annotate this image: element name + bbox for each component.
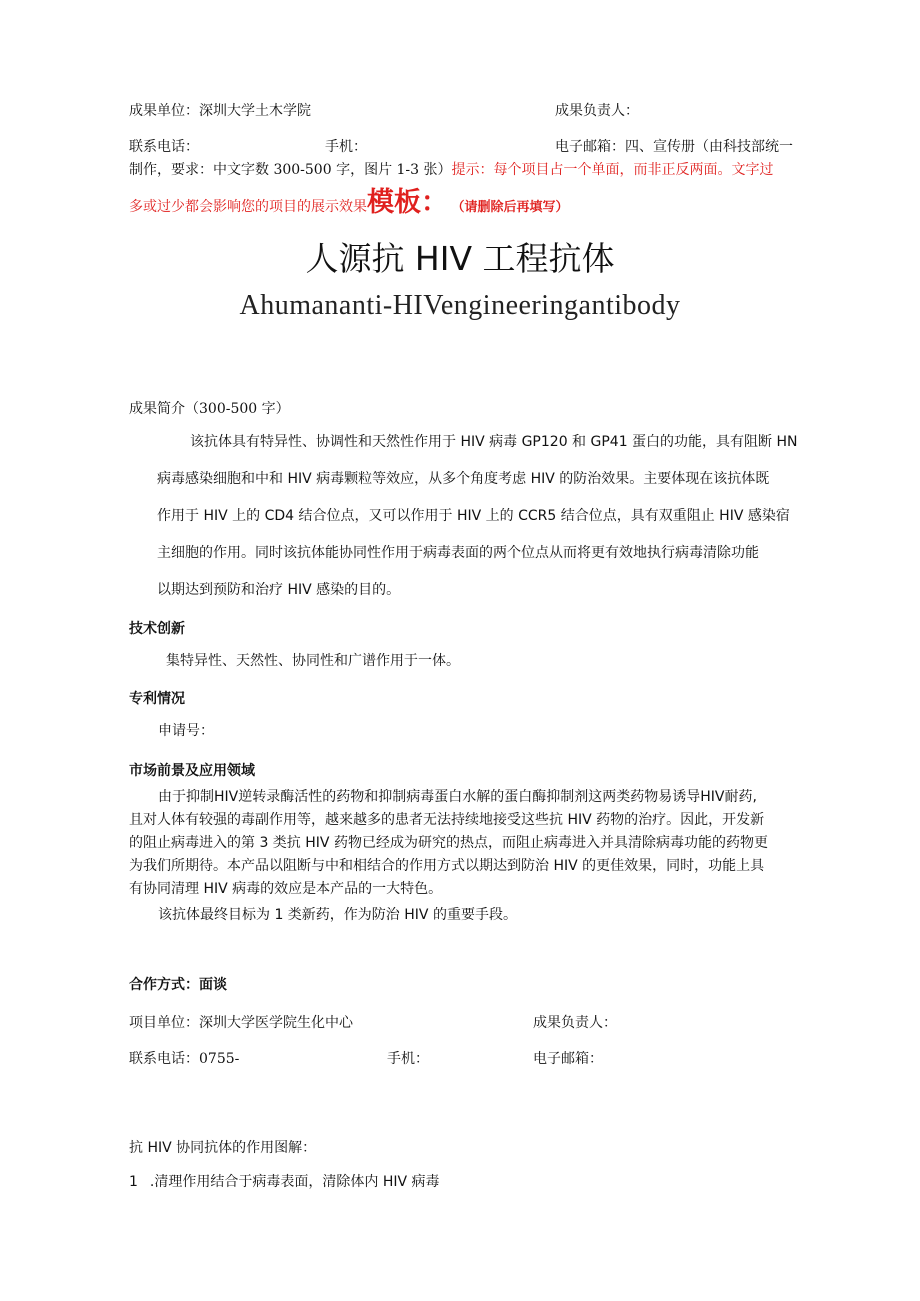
cooperation-text: 合作方式：面谈 [129, 977, 227, 993]
footer-leader: 成果负责人： [533, 1015, 617, 1031]
diagram-heading: 抗 HIV 协同抗体的作用图解： [129, 1140, 317, 1156]
header-unit: 成果单位：深圳大学土木学院 [129, 103, 311, 119]
hint-red-line-2: 多或过少都会影响您的项目的展示效果 [129, 199, 367, 215]
footer-unit: 项目单位：深圳大学医学院生化中心 [129, 1015, 353, 1031]
template-label: 模板： [367, 187, 448, 218]
intro-line: 主细胞的作用。同时该抗体能协同性作用于病毒表面的两个位点从而将更有效地执行病毒清除功能 [157, 545, 759, 561]
header-phone: 联系电话： [129, 139, 199, 155]
footer-phone: 联系电话：0755- [129, 1051, 240, 1067]
intro-line: 以期达到预防和治疗 HIV 感染的目的。 [157, 582, 401, 598]
intro-heading: 成果简介（300-500 字） [129, 401, 290, 417]
market-line: 有协同清理 HIV 病毒的效应是本产品的一大特色。 [129, 881, 443, 897]
innovation-heading: 技术创新 [129, 621, 185, 637]
intro-line: 作用于 HIV 上的 CD4 结合位点，又可以作用于 HIV 上的 CCR5 结合位点，具有双重阻止 HIV 感染宿 [157, 508, 790, 524]
intro-line: 该抗体具有特异性、协调性和天然性作用于 HIV 病毒 GP120 和 GP41 蛋白的功能，具有阻断 HN [190, 434, 798, 450]
header-email-inline: 电子邮箱：四、宣传册（由科技部统一 [555, 139, 793, 155]
patent-heading: 专利情况 [129, 691, 185, 707]
market-line: 的阻止病毒进入的第 3 类抗 HIV 药物已经成为研究的热点，而阻止病毒进入并具清除病毒功能的药物更 [129, 835, 768, 851]
innovation-text: 集特异性、天然性、协同性和广谱作用于一体。 [166, 653, 460, 669]
delete-note: （请删除后再填写） [458, 200, 569, 215]
patent-text: 申请号： [158, 723, 214, 739]
footer-mobile: 手机： [387, 1051, 429, 1067]
header-leader: 成果负责人： [555, 103, 639, 119]
intro-line: 病毒感染细胞和中和 HIV 病毒颗粒等效应，从多个角度考虑 HIV 的防治效果。主要体现在该抗体既 [157, 471, 770, 487]
title-chinese: 人源抗 HIV 工程抗体 [305, 239, 615, 278]
requirement-line [129, 159, 774, 179]
title-english: Ahumananti-HIVengineeringantibody [239, 290, 681, 321]
hint-line-2 [129, 180, 569, 220]
footer-email: 电子邮箱： [533, 1051, 603, 1067]
requirement-text: 制作，要求：中文字数 300-500 字，图片 1-3 张） [129, 162, 452, 178]
diagram-item-text: .清理作用结合于病毒表面，清除体内 HIV 病毒 [149, 1174, 440, 1190]
diagram-item-number: 1 [129, 1174, 138, 1190]
market-line: 且对人体有较强的毒副作用等，越来越多的患者无法持续地接受这些抗 HIV 药物的治疗。因此，开发新 [129, 812, 765, 828]
hint-red-line-1: 提示：每个项目占一个单面，而非正反两面。文字过 [451, 162, 774, 178]
header-mobile: 手机： [325, 139, 367, 155]
diagram-item [129, 1171, 440, 1191]
market-heading: 市场前景及应用领域 [129, 763, 255, 779]
market-line: 为我们所期待。本产品以阻断与中和相结合的作用方式以期达到防治 HIV 的更佳效果，同时，功能上具 [129, 858, 765, 874]
market-line: 由于抑制HIV逆转录酶活性的药物和抑制病毒蛋白水解的蛋白酶抑制剂这两类药物易诱导HIV耐药, [158, 789, 757, 805]
market-last-line: 该抗体最终目标为 1 类新药，作为防治 HIV 的重要手段。 [158, 907, 517, 923]
